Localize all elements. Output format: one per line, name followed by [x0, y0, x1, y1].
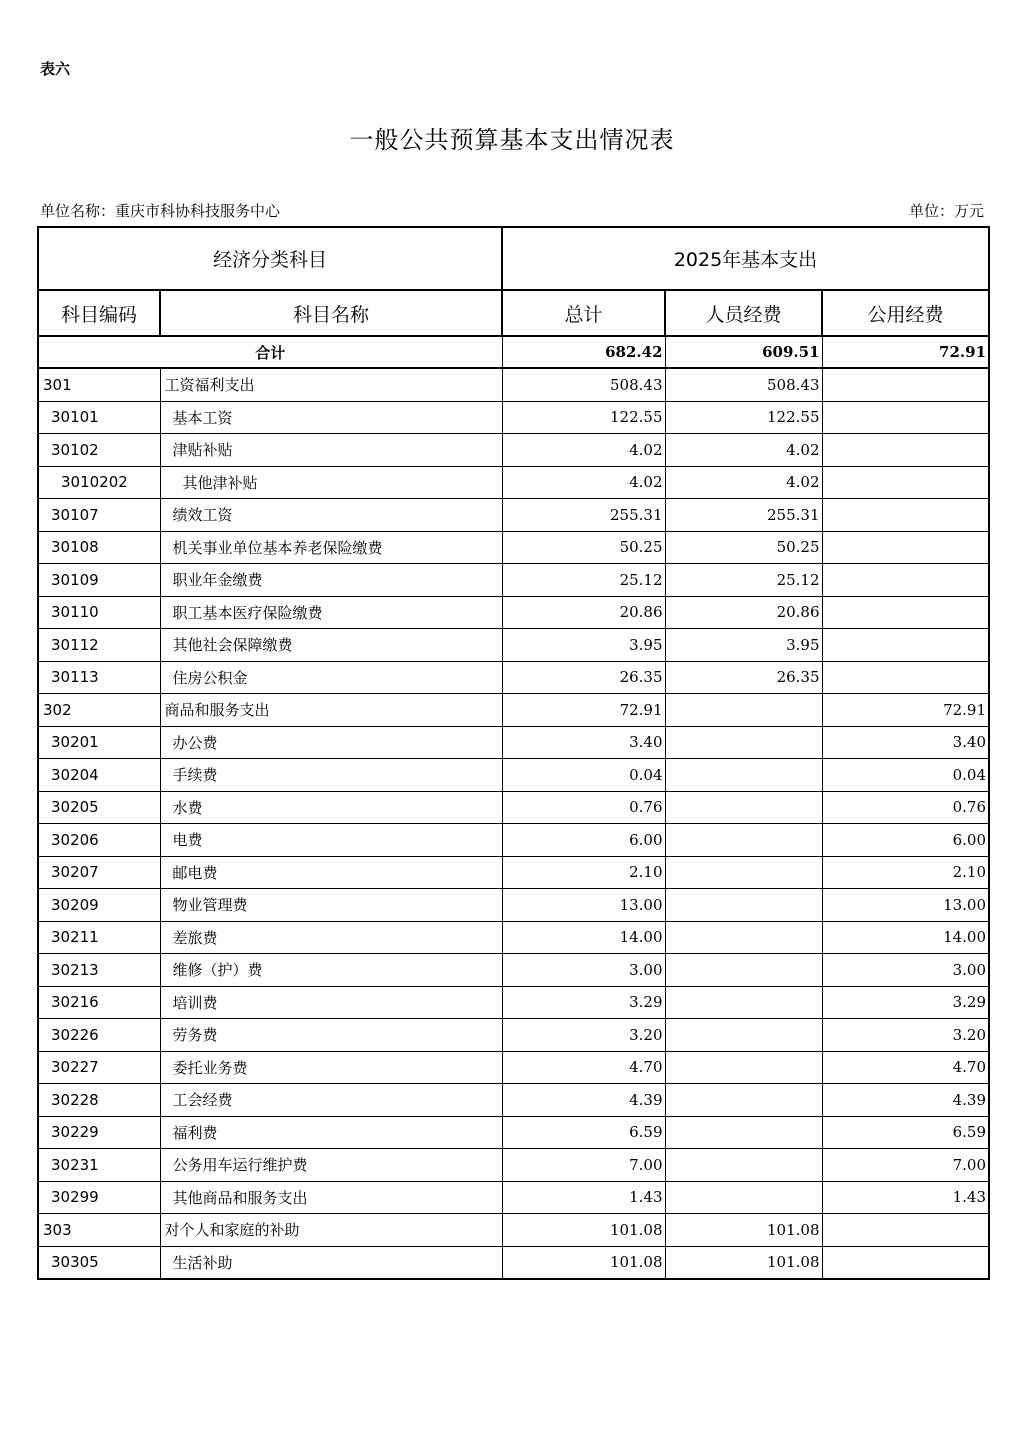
row-personnel: 50.25 [665, 531, 822, 564]
row-total: 72.91 [502, 694, 665, 727]
row-total: 20.86 [502, 596, 665, 629]
table-row [38, 1116, 989, 1149]
row-name: 委托业务费 [160, 1051, 502, 1084]
row-total: 7.00 [502, 1149, 665, 1182]
row-code: 30209 [38, 889, 160, 922]
row-name: 水费 [160, 791, 502, 824]
row-total: 13.00 [502, 889, 665, 922]
table-row [38, 726, 989, 759]
header-subject-code: 科目编码 [38, 290, 160, 336]
header-subject-name: 科目名称 [160, 290, 502, 336]
row-total: 255.31 [502, 499, 665, 532]
row-public: 72.91 [822, 694, 989, 727]
table-number: 表六 [40, 60, 71, 78]
row-code: 303 [38, 1214, 160, 1247]
row-total: 3.95 [502, 629, 665, 662]
row-personnel [665, 1149, 822, 1182]
total-total: 682.42 [502, 336, 665, 368]
row-code: 30207 [38, 856, 160, 889]
table-row [38, 1149, 989, 1182]
row-public [822, 564, 989, 597]
row-name: 工会经费 [160, 1084, 502, 1117]
row-name: 机关事业单位基本养老保险缴费 [160, 531, 502, 564]
table-row [38, 661, 989, 694]
row-personnel [665, 1084, 822, 1117]
row-total: 3.20 [502, 1019, 665, 1052]
row-total: 14.00 [502, 921, 665, 954]
row-total: 3.00 [502, 954, 665, 987]
total-personnel: 609.51 [665, 336, 822, 368]
table-row [38, 1019, 989, 1052]
table-row [38, 434, 989, 467]
row-personnel [665, 694, 822, 727]
row-name: 生活补助 [160, 1246, 502, 1279]
row-public [822, 1246, 989, 1279]
page-title: 一般公共预算基本支出情况表 [349, 126, 675, 154]
row-code: 30216 [38, 986, 160, 1019]
row-public [822, 1214, 989, 1247]
row-name: 差旅费 [160, 921, 502, 954]
row-name: 电费 [160, 824, 502, 857]
row-public: 7.00 [822, 1149, 989, 1182]
row-public [822, 531, 989, 564]
table-row [38, 401, 989, 434]
table-row [38, 791, 989, 824]
row-code: 30110 [38, 596, 160, 629]
expenditure-table [37, 226, 990, 1280]
total-row [38, 336, 989, 368]
row-name: 公务用车运行维护费 [160, 1149, 502, 1182]
row-name: 办公费 [160, 726, 502, 759]
header-public-expenses: 公用经费 [822, 290, 989, 336]
row-code: 30113 [38, 661, 160, 694]
row-total: 4.39 [502, 1084, 665, 1117]
row-total: 26.35 [502, 661, 665, 694]
table-row [38, 499, 989, 532]
row-public: 6.59 [822, 1116, 989, 1149]
row-code: 30227 [38, 1051, 160, 1084]
table-row [38, 1214, 989, 1247]
row-total: 50.25 [502, 531, 665, 564]
table-row [38, 856, 989, 889]
table-row [38, 368, 989, 401]
unit-name: 单位名称：重庆市科协科技服务中心 [40, 202, 281, 220]
row-name: 福利费 [160, 1116, 502, 1149]
row-code: 30211 [38, 921, 160, 954]
row-code: 30305 [38, 1246, 160, 1279]
table-row [38, 1084, 989, 1117]
row-code: 30108 [38, 531, 160, 564]
table-row [38, 694, 989, 727]
row-code: 30206 [38, 824, 160, 857]
row-total: 2.10 [502, 856, 665, 889]
header-personnel-expenses: 人员经费 [665, 290, 822, 336]
row-name: 津贴补贴 [160, 434, 502, 467]
row-public: 6.00 [822, 824, 989, 857]
table-row [38, 596, 989, 629]
row-personnel [665, 856, 822, 889]
row-personnel: 20.86 [665, 596, 822, 629]
row-personnel: 4.02 [665, 434, 822, 467]
row-total: 25.12 [502, 564, 665, 597]
row-total: 4.02 [502, 466, 665, 499]
row-name: 维修（护）费 [160, 954, 502, 987]
row-public [822, 401, 989, 434]
row-code: 30228 [38, 1084, 160, 1117]
table-row [38, 466, 989, 499]
row-name: 工资福利支出 [160, 368, 502, 401]
row-public: 3.29 [822, 986, 989, 1019]
row-personnel: 26.35 [665, 661, 822, 694]
row-code: 30109 [38, 564, 160, 597]
row-name: 对个人和家庭的补助 [160, 1214, 502, 1247]
row-code: 30231 [38, 1149, 160, 1182]
row-personnel [665, 921, 822, 954]
row-personnel [665, 1116, 822, 1149]
table-row [38, 889, 989, 922]
row-public: 1.43 [822, 1181, 989, 1214]
table-row [38, 986, 989, 1019]
header-total: 总计 [502, 290, 665, 336]
row-total: 3.40 [502, 726, 665, 759]
row-total: 101.08 [502, 1246, 665, 1279]
row-public: 3.20 [822, 1019, 989, 1052]
row-name: 其他社会保障缴费 [160, 629, 502, 662]
row-public: 0.04 [822, 759, 989, 792]
table-row [38, 629, 989, 662]
row-total: 3.29 [502, 986, 665, 1019]
row-personnel [665, 1019, 822, 1052]
currency-unit: 单位：万元 [908, 202, 984, 220]
row-code: 30229 [38, 1116, 160, 1149]
total-label: 合计 [38, 336, 502, 368]
row-personnel: 101.08 [665, 1214, 822, 1247]
table-row [38, 759, 989, 792]
row-personnel [665, 986, 822, 1019]
table-row [38, 1051, 989, 1084]
row-name: 商品和服务支出 [160, 694, 502, 727]
row-public [822, 434, 989, 467]
row-code: 30112 [38, 629, 160, 662]
row-name: 绩效工资 [160, 499, 502, 532]
row-total: 6.00 [502, 824, 665, 857]
table-row [38, 1246, 989, 1279]
row-name: 职工基本医疗保险缴费 [160, 596, 502, 629]
row-public [822, 368, 989, 401]
row-code: 30299 [38, 1181, 160, 1214]
row-personnel: 25.12 [665, 564, 822, 597]
row-public [822, 596, 989, 629]
table-row [38, 954, 989, 987]
table-header-row [38, 290, 989, 336]
row-code: 301 [38, 368, 160, 401]
row-code: 30107 [38, 499, 160, 532]
table-row [38, 531, 989, 564]
row-code: 30213 [38, 954, 160, 987]
row-total: 122.55 [502, 401, 665, 434]
row-personnel [665, 726, 822, 759]
row-name: 培训费 [160, 986, 502, 1019]
row-public [822, 629, 989, 662]
row-name: 住房公积金 [160, 661, 502, 694]
row-total: 508.43 [502, 368, 665, 401]
row-name: 其他商品和服务支出 [160, 1181, 502, 1214]
table-row [38, 564, 989, 597]
table-header-group-row [38, 227, 989, 290]
row-total: 4.02 [502, 434, 665, 467]
row-personnel: 101.08 [665, 1246, 822, 1279]
row-public: 14.00 [822, 921, 989, 954]
row-personnel [665, 759, 822, 792]
table-row [38, 824, 989, 857]
row-code: 30201 [38, 726, 160, 759]
total-public: 72.91 [822, 336, 989, 368]
row-public: 4.70 [822, 1051, 989, 1084]
header-economic-classification: 经济分类科目 [38, 227, 502, 290]
row-public [822, 499, 989, 532]
row-personnel [665, 954, 822, 987]
row-code: 30102 [38, 434, 160, 467]
row-personnel [665, 889, 822, 922]
row-name: 劳务费 [160, 1019, 502, 1052]
row-total: 101.08 [502, 1214, 665, 1247]
table-row [38, 1181, 989, 1214]
row-total: 0.04 [502, 759, 665, 792]
row-public: 3.00 [822, 954, 989, 987]
row-code: 30226 [38, 1019, 160, 1052]
row-code: 3010202 [38, 466, 160, 499]
row-name: 邮电费 [160, 856, 502, 889]
row-personnel: 3.95 [665, 629, 822, 662]
row-personnel: 508.43 [665, 368, 822, 401]
row-name: 职业年金缴费 [160, 564, 502, 597]
row-code: 302 [38, 694, 160, 727]
row-public: 3.40 [822, 726, 989, 759]
row-code: 30205 [38, 791, 160, 824]
row-public [822, 466, 989, 499]
row-personnel: 122.55 [665, 401, 822, 434]
row-public: 13.00 [822, 889, 989, 922]
row-personnel [665, 1051, 822, 1084]
row-public [822, 661, 989, 694]
row-total: 6.59 [502, 1116, 665, 1149]
row-total: 4.70 [502, 1051, 665, 1084]
table-row [38, 921, 989, 954]
row-public: 2.10 [822, 856, 989, 889]
row-name: 手续费 [160, 759, 502, 792]
row-total: 0.76 [502, 791, 665, 824]
row-code: 30204 [38, 759, 160, 792]
header-basic-expenditure: 2025年基本支出 [502, 227, 989, 290]
row-personnel [665, 824, 822, 857]
row-personnel: 4.02 [665, 466, 822, 499]
row-public: 4.39 [822, 1084, 989, 1117]
row-personnel [665, 1181, 822, 1214]
row-public: 0.76 [822, 791, 989, 824]
row-total: 1.43 [502, 1181, 665, 1214]
row-name: 基本工资 [160, 401, 502, 434]
row-personnel [665, 791, 822, 824]
row-personnel: 255.31 [665, 499, 822, 532]
row-name: 其他津补贴 [160, 466, 502, 499]
row-code: 30101 [38, 401, 160, 434]
row-name: 物业管理费 [160, 889, 502, 922]
